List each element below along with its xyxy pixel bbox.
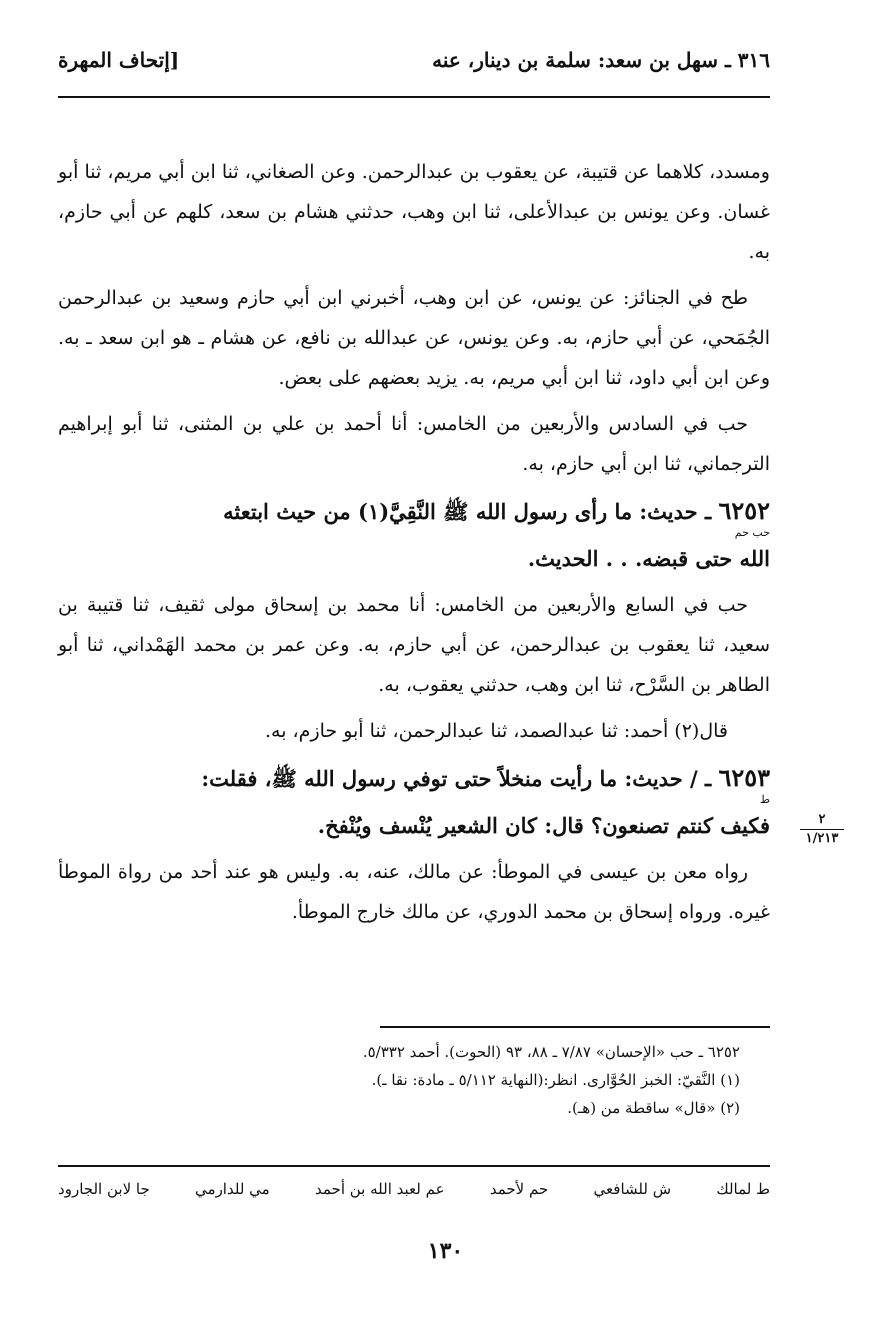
paragraph-1: ومسدد، كلاهما عن قتيبة، عن يعقوب بن عبدالرحمن. وعن الصغاني، ثنا ابن أبي مريم، ثنا أبو غسان. وعن يونس بن عبدالأعلى، ثنا ابن وهب، حدثني هشام بن سعد، كلهم عن أبي حازم، به. (58, 161, 770, 263)
abbrev-darimi: مي للدارمي (195, 1180, 270, 1198)
margin-ref-top: ٢ (800, 812, 844, 830)
footnote-2: (٢) «قال» ساقطة من (هـ). (567, 1099, 740, 1117)
abbrev-jarud: جا لابن الجارود (58, 1180, 150, 1198)
running-header (58, 40, 770, 80)
abbreviations-legend (58, 1180, 770, 1210)
paragraph-4: حب في السابع والأربعين من الخامس: أنا محمد بن إسحاق مولى ثقيف، ثنا قتيبة بن سعيد، ثنا يعقوب بن عبدالرحمن، عن أبي حازم، به. وعن عمر بن محمد الهَمْداني، ثنا أبو الطاهر بن السَّرْح، ثنا ابن وهب، حدثني يعقوب، به. (58, 594, 770, 696)
footnote-source: ٦٢٥٢ ـ حب «الإحسان» ٧/٨٧ ـ ٨٨، ٩٣ (الحوت). أحمد ٥/٣٣٢. (362, 1043, 740, 1061)
hadith-number-6252: ٦٢٥٢ (718, 496, 770, 525)
paragraph-3: حب في السادس والأربعين من الخامس: أنا أحمد بن علي بن المثنى، ثنا أبو إبراهيم الترجماني، ثنا ابن أبي حازم، به. (58, 413, 770, 475)
page-number: ١٣٠ (427, 1238, 464, 1264)
main-text (58, 152, 770, 938)
margin-ref-bottom: ١/٢١٣ (805, 831, 839, 846)
header-chapter-title: ٣١٦ ـ سهل بن سعد: سلمة بن دينار، عنه (432, 48, 770, 72)
hadith-6253-text: ـ / حديث: ما رأيت منخلاً حتى توفي رسول الله ﷺ، فقلت: (201, 766, 712, 791)
hadith-6252-text: ـ حديث: ما رأى رسول الله ﷺ النَّقِيَّ(١) من حيث ابتعثه (223, 499, 712, 524)
header-book-title: [إتحاف المهرة (58, 48, 180, 72)
footnote-1: (١) النَّقيّ: الخبز الحُوَّارى. انظر:(النهاية ٥/١١٢ ـ مادة: نقا ـ). (371, 1071, 740, 1089)
hadith-6252-abbrev: حب حم (734, 526, 770, 539)
hadith-6252-text2: الله حتى قبضه. . . الحديث. (527, 546, 770, 571)
paragraph-6: رواه معن بن عيسى في الموطأ: عن مالك، عنه، به. وليس هو عند أحد من رواة الموطأ غيره. ورواه إسحاق بن محمد الدوري، عن مالك خارج الموطأ. (58, 861, 770, 923)
abbrev-malik: ط لمالك (716, 1180, 770, 1198)
header-divider (58, 96, 770, 98)
hadith-6252 (58, 490, 770, 579)
hadith-number-6253: ٦٢٥٣ (718, 763, 770, 792)
abbreviations-divider (58, 1165, 770, 1167)
hadith-6253-abbrev: ط (759, 793, 770, 806)
hadith-6253 (58, 757, 770, 846)
footnote-divider (380, 1026, 770, 1028)
margin-reference (800, 812, 844, 847)
abbrev-shafii: ش للشافعي (593, 1180, 672, 1198)
abbrev-abdullah: عم لعبد الله بن أحمد (315, 1180, 445, 1198)
hadith-6253-text2: فكيف كنتم تصنعون؟ قال: كان الشعير يُنْسف ويُنْفخ. (317, 813, 770, 838)
abbrev-ahmad: حم لأحمد (489, 1180, 549, 1198)
footnotes (220, 1038, 740, 1122)
paragraph-2: طح في الجنائز: عن يونس، عن ابن وهب، أخبرني ابن أبي حازم وسعيد بن عبدالرحمن الجُمَحي، عن أبي حازم، به. وعن يونس، عن عبدالله بن نافع، عن هشام ـ هو ابن سعد ـ به. وعن ابن أبي داود، ثنا ابن أبي مريم، به. يزيد بعضهم على بعض. (58, 287, 770, 389)
paragraph-5: قال(٢) أحمد: ثنا عبدالصمد، ثنا عبدالرحمن، ثنا أبو حازم، به. (265, 720, 728, 742)
